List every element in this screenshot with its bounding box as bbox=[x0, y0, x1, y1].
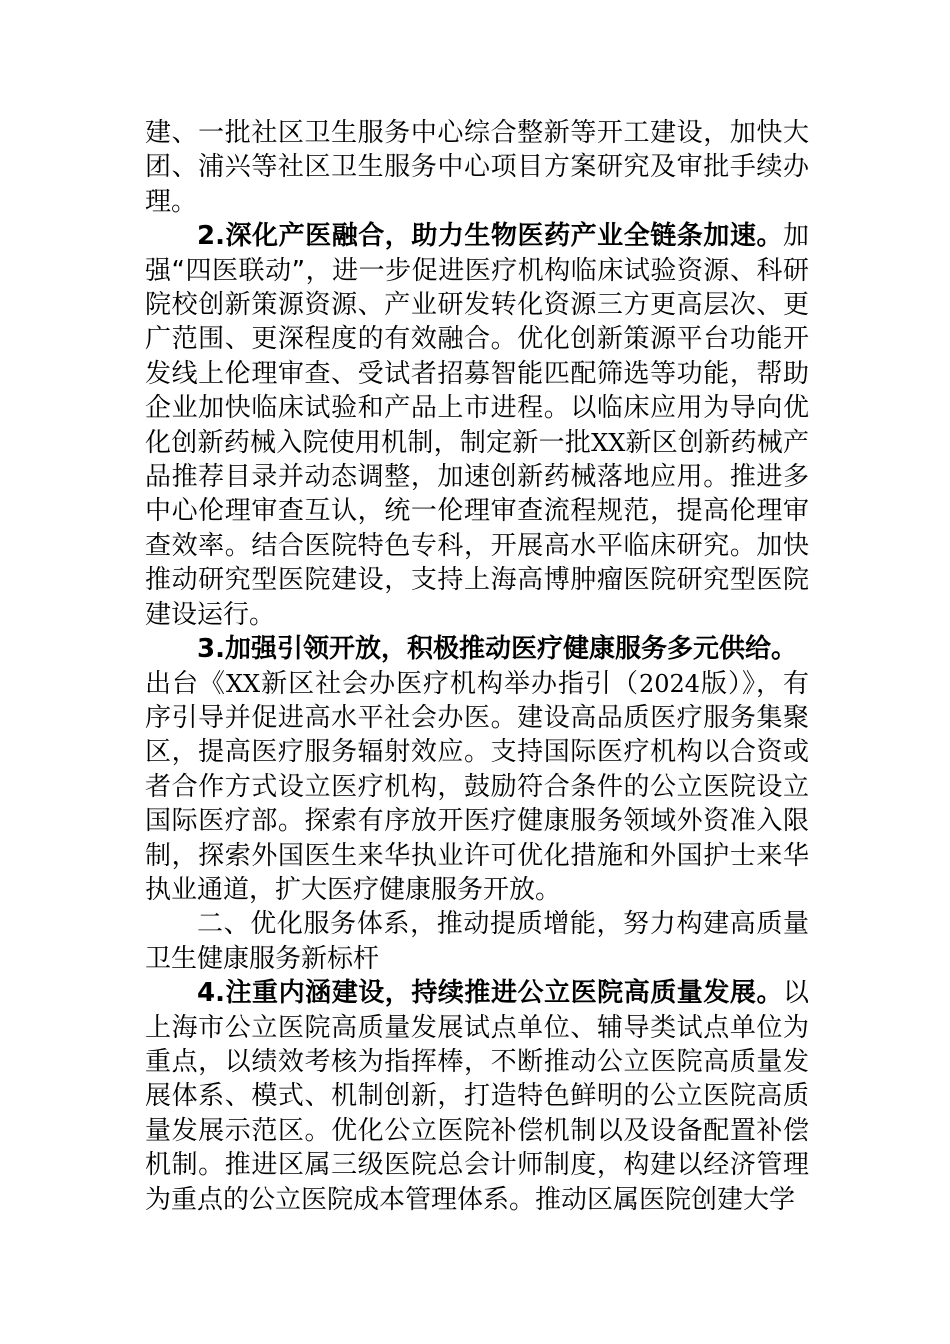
item-2-text-b: 新区创新药械产品推荐目录并动态调整，加速创新药械落地应用。推进多中心伦理审查互认，统一伦理审查流程规范，提高伦理审查效率。结合医院特色专科，开展高水平临床研究。加快推动研究型医院建设，支持上海高博肿瘤医院研究型医院建设运行。 bbox=[145, 427, 809, 630]
item-3-paragraph bbox=[145, 632, 809, 907]
item-3-heading: 3.加强引领开放，积极推动医疗健康服务多元供给。 bbox=[197, 634, 797, 665]
item-2-xx: XX bbox=[591, 428, 626, 457]
item-4-text: 以上海市公立医院高质量发展试点单位、辅导类试点单位为重点，以绩效考核为指挥棒，不断推动公立医院高质量发展体系、模式、机制创新，打造特色鲜明的公立医院高质量发展示范区。优化公立医院补偿机制以及设备配置补偿机制。推进区属三级医院总会计师制度，构建以经济管理为重点的公立医院成本管理体系。推动区属医院创建大学 bbox=[145, 978, 809, 1215]
item-3-xx: XX bbox=[225, 669, 261, 698]
item-2-text-a: 加强“四医联动”，进一步促进医疗机构临床试验资源、科研院校创新策源资源、产业研发转化资源三方更高层次、更广范围、更深程度的有效融合。优化创新策源平台功能开发线上伦理审查、受试者招募智能匹配筛选等功能，帮助企业加快临床试验和产品上市进程。以临床应用为导向优化创新药械入院使用机制，制定新一批 bbox=[145, 221, 809, 458]
item-2-heading: 2.深化产医融合，助力生物医药产业全链条加速。 bbox=[197, 221, 783, 252]
item-3-text-a: 出台《 bbox=[145, 668, 226, 699]
item-3-year: 2024 bbox=[638, 669, 701, 698]
continuation-paragraph: 建、一批社区卫生服务中心综合整新等开工建设，加快大团、浦兴等社区卫生服务中心项目方案研究及审批手续办理。 bbox=[145, 118, 809, 217]
document-body bbox=[145, 116, 809, 1217]
item-3-text-c: 版）》，有序引导并促进高水平社会办医。建设高品质医疗服务集聚区，提高医疗服务辐射效应。支持国际医疗机构以合资或者合作方式设立医疗机构，鼓励符合条件的公立医院设立国际医疗部。探索有序放开医疗健康服务领域外资准入限制，探索外国医生来华执业许可优化措施和外国护士来华执业通道，扩大医疗健康服务开放。 bbox=[145, 668, 809, 905]
item-3-text-b: 新区社会办医疗机构举办指引（ bbox=[260, 668, 639, 699]
item-4-paragraph bbox=[145, 976, 809, 1217]
item-4-heading: 4.注重内涵建设，持续推进公立医院高质量发展。 bbox=[197, 978, 783, 1009]
section-2-heading: 二、优化服务体系，推动提质增能，努力构建高质量卫生健康服务新标杆 bbox=[145, 909, 809, 974]
item-2-paragraph bbox=[145, 219, 809, 632]
